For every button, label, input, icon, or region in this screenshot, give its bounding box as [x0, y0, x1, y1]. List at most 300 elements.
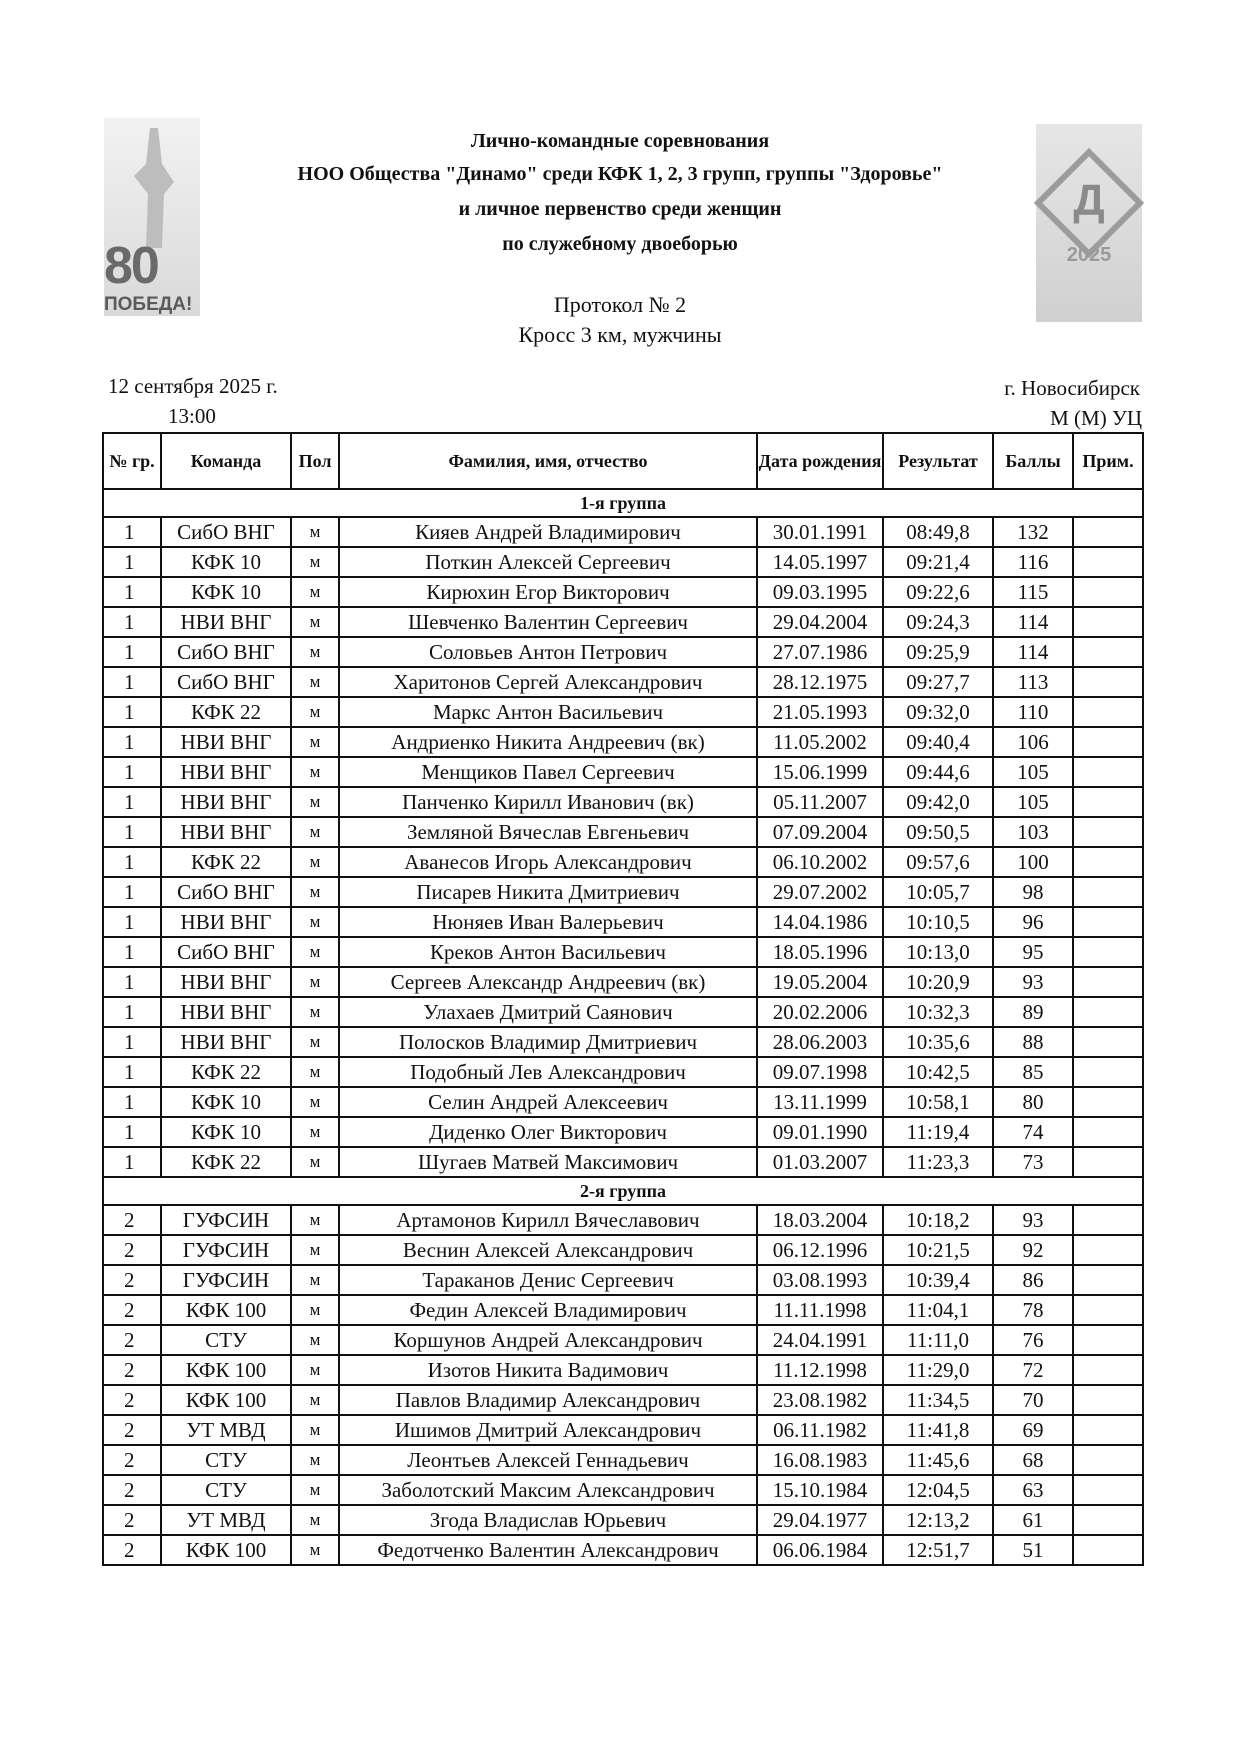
competition-venue: М (М) УЦ — [1050, 406, 1142, 430]
cell-note — [1073, 937, 1143, 967]
logo-year: 2025 — [1066, 244, 1112, 266]
table-row — [103, 787, 1143, 817]
cell-result: 11:19,4 — [883, 1117, 993, 1147]
group-title: 2-я группа — [103, 1177, 1143, 1205]
logo-word: ПОБЕДА! — [104, 294, 193, 315]
cell-result: 11:45,6 — [883, 1445, 993, 1475]
cell-name: Писарев Никита Дмитриевич — [339, 877, 757, 907]
cell-birth: 28.06.2003 — [757, 1027, 883, 1057]
table-row — [103, 847, 1143, 877]
cell-group: 2 — [103, 1445, 161, 1475]
title-line-2: НОО Общества "Динамо" среди КФК 1, 2, 3 групп, группы "Здоровье" — [297, 163, 943, 185]
cell-team: СТУ — [161, 1445, 291, 1475]
cell-note — [1073, 667, 1143, 697]
cell-points: 93 — [993, 1205, 1073, 1235]
cell-team: ГУФСИН — [161, 1205, 291, 1235]
cell-group: 1 — [103, 757, 161, 787]
cell-note — [1073, 1475, 1143, 1505]
cell-group: 2 — [103, 1205, 161, 1235]
table-row — [103, 517, 1143, 547]
cell-result: 10:20,9 — [883, 967, 993, 997]
table-row — [103, 547, 1143, 577]
cell-birth: 13.11.1999 — [757, 1087, 883, 1117]
cell-group: 1 — [103, 967, 161, 997]
cell-result: 09:32,0 — [883, 697, 993, 727]
cell-group: 2 — [103, 1505, 161, 1535]
cell-name: Поткин Алексей Сергеевич — [339, 547, 757, 577]
cell-name: Артамонов Кирилл Вячеславович — [339, 1205, 757, 1235]
cell-result: 10:42,5 — [883, 1057, 993, 1087]
cell-team: СибО ВНГ — [161, 937, 291, 967]
cell-points: 72 — [993, 1355, 1073, 1385]
cell-name: Заболотский Максим Александрович — [339, 1475, 757, 1505]
competition-city: г. Новосибирск — [1004, 376, 1140, 400]
cell-team: НВИ ВНГ — [161, 907, 291, 937]
cell-group: 1 — [103, 937, 161, 967]
cell-sex: м — [291, 1355, 339, 1385]
cell-note — [1073, 847, 1143, 877]
cell-team: УТ МВД — [161, 1415, 291, 1445]
table-row — [103, 1325, 1143, 1355]
cell-points: 106 — [993, 727, 1073, 757]
cell-result: 10:21,5 — [883, 1235, 993, 1265]
cell-birth: 09.01.1990 — [757, 1117, 883, 1147]
cell-name: Менщиков Павел Сергеевич — [339, 757, 757, 787]
cell-note — [1073, 727, 1143, 757]
cell-name: Шевченко Валентин Сергеевич — [339, 607, 757, 637]
cell-result: 10:39,4 — [883, 1265, 993, 1295]
cell-sex: м — [291, 1147, 339, 1177]
cell-team: УТ МВД — [161, 1505, 291, 1535]
table-row — [103, 1235, 1143, 1265]
cell-sex: м — [291, 727, 339, 757]
cell-birth: 06.10.2002 — [757, 847, 883, 877]
cell-result: 12:13,2 — [883, 1505, 993, 1535]
group-header-row — [103, 1177, 1143, 1205]
cell-name: Ишимов Дмитрий Александрович — [339, 1415, 757, 1445]
table-row — [103, 1295, 1143, 1325]
col-header-name: Фамилия, имя, отчество — [339, 433, 757, 489]
cell-points: 98 — [993, 877, 1073, 907]
cell-points: 105 — [993, 757, 1073, 787]
cell-note — [1073, 1505, 1143, 1535]
cell-team: СибО ВНГ — [161, 877, 291, 907]
cell-name: Аванесов Игорь Александрович — [339, 847, 757, 877]
cell-sex: м — [291, 1057, 339, 1087]
cell-sex: м — [291, 787, 339, 817]
cell-team: КФК 10 — [161, 577, 291, 607]
cell-team: НВИ ВНГ — [161, 817, 291, 847]
cell-result: 09:25,9 — [883, 637, 993, 667]
cell-name: Тараканов Денис Сергеевич — [339, 1265, 757, 1295]
cell-note — [1073, 1265, 1143, 1295]
logo-number: 80 — [104, 237, 158, 295]
cell-note — [1073, 577, 1143, 607]
cell-group: 1 — [103, 1057, 161, 1087]
table-row — [103, 877, 1143, 907]
cell-result: 10:18,2 — [883, 1205, 993, 1235]
cell-sex: м — [291, 847, 339, 877]
cell-team: КФК 10 — [161, 1117, 291, 1147]
cell-result: 09:57,6 — [883, 847, 993, 877]
cell-result: 10:58,1 — [883, 1087, 993, 1117]
cell-team: КФК 100 — [161, 1355, 291, 1385]
table-row — [103, 577, 1143, 607]
table-row — [103, 937, 1143, 967]
cell-birth: 14.05.1997 — [757, 547, 883, 577]
cell-group: 2 — [103, 1475, 161, 1505]
cell-group: 1 — [103, 667, 161, 697]
cell-team: КФК 22 — [161, 1147, 291, 1177]
cell-result: 10:32,3 — [883, 997, 993, 1027]
cell-birth: 19.05.2004 — [757, 967, 883, 997]
cell-result: 11:11,0 — [883, 1325, 993, 1355]
cell-name: Диденко Олег Викторович — [339, 1117, 757, 1147]
table-row — [103, 1475, 1143, 1505]
cell-sex: м — [291, 1535, 339, 1565]
cell-group: 2 — [103, 1355, 161, 1385]
cell-sex: м — [291, 1385, 339, 1415]
cell-birth: 20.02.2006 — [757, 997, 883, 1027]
cell-sex: м — [291, 697, 339, 727]
cell-note — [1073, 1385, 1143, 1415]
cell-note — [1073, 907, 1143, 937]
cell-name: Соловьев Антон Петрович — [339, 637, 757, 667]
cell-birth: 05.11.2007 — [757, 787, 883, 817]
cell-note — [1073, 517, 1143, 547]
cell-birth: 15.10.1984 — [757, 1475, 883, 1505]
group-header-row — [103, 489, 1143, 517]
competition-time: 13:00 — [168, 404, 216, 428]
cell-result: 09:44,6 — [883, 757, 993, 787]
cell-group: 1 — [103, 1147, 161, 1177]
cell-sex: м — [291, 1205, 339, 1235]
cell-name: Леонтьев Алексей Геннадьевич — [339, 1445, 757, 1475]
cell-group: 1 — [103, 697, 161, 727]
cell-name: Згода Владислав Юрьевич — [339, 1505, 757, 1535]
cell-name: Федин Алексей Владимирович — [339, 1295, 757, 1325]
cell-name: Изотов Никита Вадимович — [339, 1355, 757, 1385]
cell-note — [1073, 787, 1143, 817]
motherland-statue-icon — [134, 128, 174, 248]
cell-result: 09:24,3 — [883, 607, 993, 637]
cell-points: 76 — [993, 1325, 1073, 1355]
cell-points: 88 — [993, 1027, 1073, 1057]
victory-80-logo — [104, 118, 200, 316]
cell-birth: 06.11.1982 — [757, 1415, 883, 1445]
cell-birth: 14.04.1986 — [757, 907, 883, 937]
table-row — [103, 667, 1143, 697]
cell-sex: м — [291, 547, 339, 577]
table-row — [103, 1057, 1143, 1087]
cell-team: НВИ ВНГ — [161, 787, 291, 817]
cell-note — [1073, 1205, 1143, 1235]
cell-team: ГУФСИН — [161, 1265, 291, 1295]
cell-team: СибО ВНГ — [161, 667, 291, 697]
cell-points: 96 — [993, 907, 1073, 937]
cell-points: 116 — [993, 547, 1073, 577]
cell-birth: 07.09.2004 — [757, 817, 883, 847]
competition-date: 12 сентября 2025 г. — [108, 374, 278, 398]
table-row — [103, 1205, 1143, 1235]
cell-sex: м — [291, 1325, 339, 1355]
cell-note — [1073, 1355, 1143, 1385]
cell-points: 51 — [993, 1535, 1073, 1565]
table-row — [103, 1355, 1143, 1385]
col-header-points: Баллы — [993, 433, 1073, 489]
cell-result: 09:27,7 — [883, 667, 993, 697]
table-row — [103, 607, 1143, 637]
cell-group: 1 — [103, 1117, 161, 1147]
title-line-4: по служебному двоеборью — [502, 233, 738, 255]
cell-result: 09:50,5 — [883, 817, 993, 847]
cell-birth: 01.03.2007 — [757, 1147, 883, 1177]
cell-team: ГУФСИН — [161, 1235, 291, 1265]
cell-points: 93 — [993, 967, 1073, 997]
cell-note — [1073, 1087, 1143, 1117]
cell-points: 113 — [993, 667, 1073, 697]
cell-points: 105 — [993, 787, 1073, 817]
cell-birth: 28.12.1975 — [757, 667, 883, 697]
cell-points: 100 — [993, 847, 1073, 877]
table-row — [103, 907, 1143, 937]
cell-note — [1073, 697, 1143, 727]
results-body — [103, 489, 1143, 1565]
cell-birth: 29.04.2004 — [757, 607, 883, 637]
cell-points: 61 — [993, 1505, 1073, 1535]
cell-note — [1073, 1057, 1143, 1087]
cell-sex: м — [291, 1505, 339, 1535]
cell-birth: 27.07.1986 — [757, 637, 883, 667]
cell-name: Веснин Алексей Александрович — [339, 1235, 757, 1265]
cell-points: 85 — [993, 1057, 1073, 1087]
cell-result: 12:04,5 — [883, 1475, 993, 1505]
cell-birth: 11.11.1998 — [757, 1295, 883, 1325]
cell-birth: 15.06.1999 — [757, 757, 883, 787]
cell-sex: м — [291, 907, 339, 937]
cell-group: 1 — [103, 1087, 161, 1117]
cell-birth: 18.05.1996 — [757, 937, 883, 967]
cell-sex: м — [291, 1295, 339, 1325]
cell-group: 1 — [103, 607, 161, 637]
results-table — [102, 432, 1144, 1566]
cell-result: 11:23,3 — [883, 1147, 993, 1177]
cell-group: 2 — [103, 1535, 161, 1565]
cell-sex: м — [291, 1445, 339, 1475]
cell-name: Полосков Владимир Дмитриевич — [339, 1027, 757, 1057]
cell-sex: м — [291, 1265, 339, 1295]
table-row — [103, 1535, 1143, 1565]
cell-result: 09:40,4 — [883, 727, 993, 757]
table-row — [103, 637, 1143, 667]
cell-note — [1073, 1147, 1143, 1177]
table-row — [103, 757, 1143, 787]
cell-points: 95 — [993, 937, 1073, 967]
cell-name: Кирюхин Егор Викторович — [339, 577, 757, 607]
cell-birth: 21.05.1993 — [757, 697, 883, 727]
table-row — [103, 1505, 1143, 1535]
cell-team: СТУ — [161, 1325, 291, 1355]
cell-note — [1073, 1235, 1143, 1265]
cell-group: 1 — [103, 637, 161, 667]
cell-team: КФК 100 — [161, 1535, 291, 1565]
cell-name: Земляной Вячеслав Евгеньевич — [339, 817, 757, 847]
cell-sex: м — [291, 757, 339, 787]
col-header-result: Результат — [883, 433, 993, 489]
cell-name: Коршунов Андрей Александрович — [339, 1325, 757, 1355]
cell-note — [1073, 607, 1143, 637]
cell-sex: м — [291, 817, 339, 847]
table-row — [103, 727, 1143, 757]
cell-team: НВИ ВНГ — [161, 997, 291, 1027]
cell-team: КФК 22 — [161, 847, 291, 877]
cell-note — [1073, 1117, 1143, 1147]
cell-sex: м — [291, 997, 339, 1027]
event-name: Кросс 3 км, мужчины — [518, 322, 722, 347]
cell-team: КФК 100 — [161, 1385, 291, 1415]
cell-group: 1 — [103, 997, 161, 1027]
cell-birth: 16.08.1983 — [757, 1445, 883, 1475]
table-row — [103, 1385, 1143, 1415]
cell-group: 1 — [103, 517, 161, 547]
table-row — [103, 1415, 1143, 1445]
cell-group: 2 — [103, 1415, 161, 1445]
dynamo-logo — [1036, 124, 1142, 322]
cell-result: 12:51,7 — [883, 1535, 993, 1565]
cell-note — [1073, 1445, 1143, 1475]
cell-name: Селин Андрей Алексеевич — [339, 1087, 757, 1117]
cell-name: Креков Антон Васильевич — [339, 937, 757, 967]
table-row — [103, 967, 1143, 997]
cell-result: 09:21,4 — [883, 547, 993, 577]
cell-group: 2 — [103, 1385, 161, 1415]
cell-birth: 11.12.1998 — [757, 1355, 883, 1385]
cell-group: 1 — [103, 547, 161, 577]
cell-birth: 29.04.1977 — [757, 1505, 883, 1535]
cell-points: 86 — [993, 1265, 1073, 1295]
cell-name: Шугаев Матвей Максимович — [339, 1147, 757, 1177]
cell-sex: м — [291, 937, 339, 967]
cell-birth: 30.01.1991 — [757, 517, 883, 547]
cell-name: Федотченко Валентин Александрович — [339, 1535, 757, 1565]
cell-group: 2 — [103, 1265, 161, 1295]
cell-points: 63 — [993, 1475, 1073, 1505]
cell-result: 08:49,8 — [883, 517, 993, 547]
logo-letter: Д — [1073, 176, 1105, 225]
cell-birth: 09.07.1998 — [757, 1057, 883, 1087]
cell-result: 09:42,0 — [883, 787, 993, 817]
cell-team: КФК 10 — [161, 1087, 291, 1117]
cell-points: 132 — [993, 517, 1073, 547]
cell-result: 11:04,1 — [883, 1295, 993, 1325]
cell-team: НВИ ВНГ — [161, 1027, 291, 1057]
table-header-row — [103, 433, 1143, 489]
cell-group: 1 — [103, 727, 161, 757]
cell-sex: м — [291, 1235, 339, 1265]
cell-points: 92 — [993, 1235, 1073, 1265]
cell-result: 11:29,0 — [883, 1355, 993, 1385]
cell-note — [1073, 997, 1143, 1027]
cell-points: 114 — [993, 607, 1073, 637]
table-row — [103, 1147, 1143, 1177]
cell-note — [1073, 817, 1143, 847]
cell-team: СибО ВНГ — [161, 517, 291, 547]
cell-birth: 09.03.1995 — [757, 577, 883, 607]
cell-note — [1073, 877, 1143, 907]
cell-group: 2 — [103, 1295, 161, 1325]
cell-points: 73 — [993, 1147, 1073, 1177]
cell-note — [1073, 1295, 1143, 1325]
cell-sex: м — [291, 637, 339, 667]
cell-group: 1 — [103, 817, 161, 847]
cell-team: НВИ ВНГ — [161, 967, 291, 997]
cell-birth: 11.05.2002 — [757, 727, 883, 757]
col-header-team: Команда — [161, 433, 291, 489]
cell-team: КФК 22 — [161, 697, 291, 727]
table-row — [103, 817, 1143, 847]
cell-group: 1 — [103, 847, 161, 877]
cell-points: 115 — [993, 577, 1073, 607]
cell-team: НВИ ВНГ — [161, 607, 291, 637]
cell-name: Андриенко Никита Андреевич (вк) — [339, 727, 757, 757]
cell-note — [1073, 1535, 1143, 1565]
cell-birth: 06.12.1996 — [757, 1235, 883, 1265]
cell-team: КФК 100 — [161, 1295, 291, 1325]
cell-birth: 29.07.2002 — [757, 877, 883, 907]
table-row — [103, 997, 1143, 1027]
cell-birth: 06.06.1984 — [757, 1535, 883, 1565]
cell-points: 103 — [993, 817, 1073, 847]
cell-team: КФК 22 — [161, 1057, 291, 1087]
cell-sex: м — [291, 1087, 339, 1117]
cell-birth: 23.08.1982 — [757, 1385, 883, 1415]
cell-team: НВИ ВНГ — [161, 757, 291, 787]
cell-sex: м — [291, 1475, 339, 1505]
cell-points: 89 — [993, 997, 1073, 1027]
cell-result: 11:34,5 — [883, 1385, 993, 1415]
cell-points: 69 — [993, 1415, 1073, 1445]
cell-points: 68 — [993, 1445, 1073, 1475]
cell-note — [1073, 967, 1143, 997]
cell-sex: м — [291, 1117, 339, 1147]
col-header-sex: Пол — [291, 433, 339, 489]
cell-sex: м — [291, 667, 339, 697]
cell-result: 10:05,7 — [883, 877, 993, 907]
table-row — [103, 1265, 1143, 1295]
cell-team: СибО ВНГ — [161, 637, 291, 667]
cell-result: 11:41,8 — [883, 1415, 993, 1445]
cell-points: 114 — [993, 637, 1073, 667]
cell-note — [1073, 1027, 1143, 1057]
cell-note — [1073, 637, 1143, 667]
table-row — [103, 1087, 1143, 1117]
cell-birth: 03.08.1993 — [757, 1265, 883, 1295]
col-header-note: Прим. — [1073, 433, 1143, 489]
cell-sex: м — [291, 1415, 339, 1445]
cell-name: Нюняев Иван Валерьевич — [339, 907, 757, 937]
cell-sex: м — [291, 607, 339, 637]
table-row — [103, 1027, 1143, 1057]
cell-points: 110 — [993, 697, 1073, 727]
cell-note — [1073, 547, 1143, 577]
cell-group: 1 — [103, 877, 161, 907]
cell-name: Павлов Владимир Александрович — [339, 1385, 757, 1415]
cell-name: Сергеев Александр Андреевич (вк) — [339, 967, 757, 997]
cell-points: 80 — [993, 1087, 1073, 1117]
cell-group: 1 — [103, 577, 161, 607]
cell-sex: м — [291, 877, 339, 907]
group-title: 1-я группа — [103, 489, 1143, 517]
